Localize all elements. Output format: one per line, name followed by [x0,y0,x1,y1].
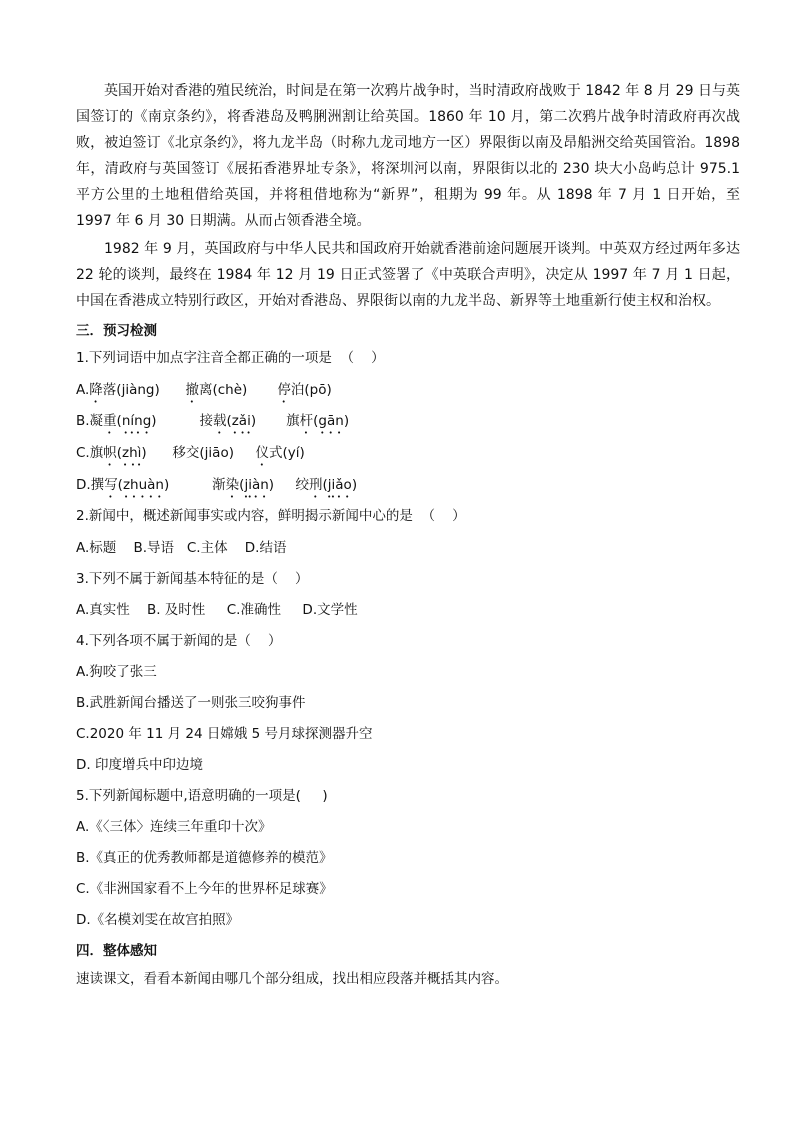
question-1-stem: 1.下列词语中加点字注音全都正确的一项是 （ ） [76,350,385,366]
question-2-options: A.标题 B.导语 C.主体 D.结语 [76,540,287,556]
question-5-option-b: B.《真正的优秀教师都是道德修养的模范》 [76,850,333,866]
question-4-option-c: C.2020 年 11 月 24 日嫦娥 5 号月球探测器升空 [76,726,373,742]
question-4-option-b: B.武胜新闻台播送了一则张三咬狗事件 [76,695,306,711]
question-3-stem: 3.下列不属于新闻基本特征的是（ ） [76,571,309,587]
question-1-option-a: A.降落(jiàng) 撤离(chè) 停泊(pō) [76,382,332,398]
question-4-stem: 4.下列各项不属于新闻的是（ ） [76,633,282,649]
question-1-option-b: B.凝重(níng) 接载(zǎi) 旗杆(gān) [76,413,350,429]
question-5-option-d: D.《名模刘雯在故宫拍照》 [76,912,240,928]
section-4-text: 速读课文，看看本新闻由哪几个部分组成，找出相应段落并概括其内容。 [76,971,508,987]
question-2-stem: 2.新闻中，概述新闻事实或内容，鲜明揭示新闻中心的是 （ ） [76,508,466,524]
question-5-option-a: A.《〈三体〉连续三年重印十次》 [76,819,272,835]
question-5-option-c: C.《非洲国家看不上今年的世界杯足球赛》 [76,881,333,897]
question-4-option-a: A.狗咬了张三 [76,664,157,680]
intro-paragraph-2: 1982 年 9 月，英国政府与中华人民共和国政府开始就香港前途问题展开谈判。中英双方经过两年多达 22 轮的谈判，最终在 1984 年 12 月 19 日正式签署了《中英联合声明》，决定从 1997 年 7 月 1 日起，中国在香港成立特别行政区，开始对香港岛、界限街以南的九龙半岛、新界等土地重新行使主权和治权。 [76,241,740,309]
question-5-stem: 5.下列新闻标题中,语意明确的一项是( ) [76,788,328,804]
section-3-title: 三．预习检测 [76,323,157,339]
question-1-option-c: C.旗帜(zhì) 移交(jiāo) 仪式(yí) [76,445,305,461]
section-4-title: 四．整体感知 [76,943,157,959]
question-3-options: A.真实性 B. 及时性 C.准确性 D.文学性 [76,602,358,618]
intro-paragraph-1: 英国开始对香港的殖民统治，时间是在第一次鸦片战争时，当时清政府战败于 1842 年 8 月 29 日与英国签订的《南京条约》，将香港岛及鸭脷洲割让给英国。1860 年 10 月，第二次鸦片战争时清政府再次战败，被迫签订《北京条约》，将九龙半岛（时称九龙司地方一区）界限街以南及昂船洲交给英国管治。1898 年，清政府与英国签订《展拓香港界址专条》，将深圳河以南，界限街以北的 230 块大小岛屿总计 975.1 平方公里的土地租借给英国，并将租借地称为“新界”，租期为 99 年。从 1898 年 7 月 1 日开始，至 1997 年 6 月 30 日期满。从而占领香港全境。 [76,83,740,229]
question-1-option-d: D.撰写(zhuàn) 渐染(jiàn) 绞刑(jiǎo) [76,477,358,493]
question-4-option-d: D. 印度增兵中印边境 [76,757,203,773]
